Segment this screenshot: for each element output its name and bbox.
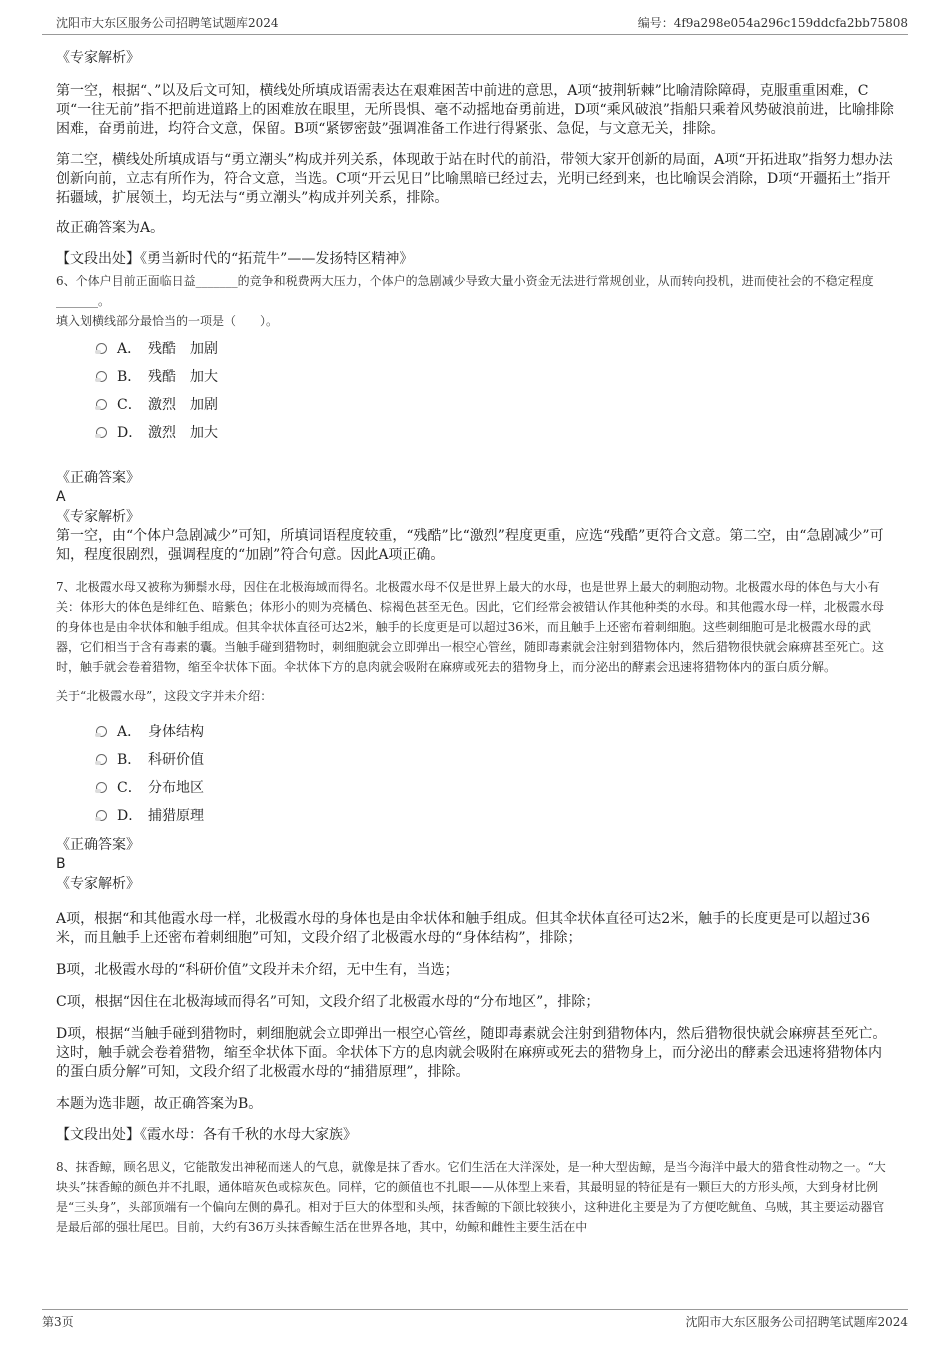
radio-icon[interactable] bbox=[96, 427, 107, 438]
option-letter: C． bbox=[117, 780, 142, 796]
q7-option-b[interactable] bbox=[96, 746, 894, 774]
option-text: 身体结构 bbox=[148, 724, 204, 740]
q8-stem: 8、抹香鲸，顾名思义，它能散发出神秘而迷人的气息，就像是抹了香水。它们生活在大洋深处，是一种大型齿鲸，是当今海洋中最大的猎食性动物之一。“大块头”抹香鲸的颜色并不扎眼，通体暗灰色或棕灰色。同样，它的颜值也不扎眼——从体型上来看，其最明显的特征是有一颗巨大的方形头颅，大到身材比例是“三头身”，头部顶端有一个偏向左侧的鼻孔。相对于巨大的体型和头颅，抹香鲸的下颌比较狭小，这种进化主要是为了方便吃鱿鱼、乌贼，其主要运动器官是最后部的强壮尾巴。目前，大约有36万头抹香鲸生活在世界各地，其中，幼鲸和雌性主要生活在中 bbox=[56, 1160, 886, 1234]
option-letter: B． bbox=[117, 369, 142, 385]
q7-analysis-a: A项，根据“和其他霞水母一样，北极霞水母的身体也是由伞状体和触手组成。但其伞状体直径可达2米，触手的长度更是可以超过36米，而且触手上还密布着刺细胞”可知，文段介绍了北极霞水母的“身体结构”，排除； bbox=[56, 911, 870, 946]
option-letter: A． bbox=[117, 724, 142, 740]
option-text: 分布地区 bbox=[148, 780, 204, 796]
q7-answer-label: 《正确答案》 bbox=[56, 837, 140, 853]
radio-icon[interactable] bbox=[96, 810, 107, 821]
q5-conclusion: 故正确答案为A。 bbox=[56, 220, 165, 236]
q6-analysis: 第一空，由“个体户急剧减少”可知，所填词语程度较重，“残酷”比“激烈”程度更重，应选“残酷”更符合文意。第二空，由“急剧减少”可知，程度很剧烈，强调程度的“加剧”符合句意。因此A项正确。 bbox=[56, 528, 884, 563]
q6-option-d[interactable] bbox=[96, 419, 894, 447]
q6-options bbox=[56, 335, 894, 447]
option-text: 激烈 加大 bbox=[148, 425, 218, 441]
q7-option-c[interactable] bbox=[96, 774, 894, 802]
q7-conclusion: 本题为选非题，故正确答案为B。 bbox=[56, 1096, 263, 1112]
header-serial: 编号：4f9a298e054a296c159ddcfa2bb75808 bbox=[637, 16, 908, 30]
option-letter: B． bbox=[117, 752, 142, 768]
footer-title: 沈阳市大东区服务公司招聘笔试题库2024 bbox=[685, 1315, 908, 1329]
page-number: 第3页 bbox=[42, 1315, 74, 1329]
option-text: 残酷 加大 bbox=[148, 369, 218, 385]
header-divider bbox=[42, 34, 908, 35]
q5-analysis-p1: 第一空，根据“、”以及后文可知，横线处所填成语需表达在艰难困苦中前进的意思，A项“披荆斩棘”比喻清除障碍，克服重重困难，C项“一往无前”指不把前进道路上的困难放在眼里，无所畏惧、毫不动摇地奋勇前进，D项“乘风破浪”指船只乘着风势破浪前进，比喻排除困难，奋勇前进，均符合文意，保留。B项“紧锣密鼓”强调准备工作进行得紧张、急促，与文意无关，排除。 bbox=[56, 83, 894, 137]
q7-analysis-b: B项，北极霞水母的“科研价值”文段并未介绍，无中生有，当选； bbox=[56, 962, 459, 978]
q7-options bbox=[56, 718, 894, 830]
radio-icon[interactable] bbox=[96, 399, 107, 410]
header-title: 沈阳市大东区服务公司招聘笔试题库2024 bbox=[56, 16, 279, 30]
option-text: 捕猎原理 bbox=[148, 808, 204, 824]
radio-icon[interactable] bbox=[96, 754, 107, 765]
option-text: 科研价值 bbox=[148, 752, 204, 768]
q6-answer-label: 《正确答案》 bbox=[56, 470, 140, 486]
q7-expert-label: 《专家解析》 bbox=[56, 876, 140, 892]
q6-expert-label: 《专家解析》 bbox=[56, 509, 140, 525]
q7-prompt: 关于“北极霞水母”，这段文字并未介绍： bbox=[56, 689, 273, 703]
q6-prompt: 填入划横线部分最恰当的一项是（ ）。 bbox=[56, 314, 279, 328]
option-text: 激烈 加剧 bbox=[148, 397, 218, 413]
option-letter: D． bbox=[117, 425, 143, 441]
q7-stem: 7、北极霞水母又被称为狮鬃水母，因住在北极海域而得名。北极霞水母不仅是世界上最大的水母，也是世界上最大的刺胞动物。北极霞水母的体色与大小有关：体形大的体色是绯红色、暗紫色；体形小的则为亮橘色、棕褐色甚至无色。因此，它们经常会被错认作其他种类的水母。和其他霞水母一样，北极霞水母的身体也是由伞状体和触手组成。但其伞状体直径可达2米，触手的长度更是可以超过36米，而且触手上还密布着刺细胞。这些刺细胞可是北极霞水母的武器，它们相当于含有毒素的囊。当触手碰到猎物时，刺细胞就会立即弹出一根空心管丝，随即毒素就会注射到猎物体内，然后猎物很快就会麻痹甚至死亡。这时，触手就会卷着猎物，缩至伞状体下面。伞状体下方的息肉就会吸附在麻痹或死去的猎物身上，而分泌出的酵素会迅速将猎物体内的蛋白质分解。 bbox=[56, 580, 885, 674]
option-text: 残酷 加剧 bbox=[148, 341, 218, 357]
footer-divider bbox=[42, 1309, 908, 1310]
radio-icon[interactable] bbox=[96, 726, 107, 737]
q6-stem: 6、个体户目前正面临日益_______的竞争和税费两大压力，个体户的急剧减少导致大量小资金无法进行常规创业，从而转向投机，进而使社会的不稳定程度_______。 bbox=[56, 274, 874, 308]
radio-icon[interactable] bbox=[96, 782, 107, 793]
q7-option-d[interactable] bbox=[96, 802, 894, 830]
q5-source: 【文段出处】《勇当新时代的“拓荒牛”——发扬特区精神》 bbox=[56, 251, 414, 267]
q5-analysis-p2: 第二空，横线处所填成语与“勇立潮头”构成并列关系，体现敢于站在时代的前沿，带领大家开创新的局面，A项“开拓进取”指努力想办法创新向前，立志有所作为，符合文意，当选。C项“开云见日”比喻黑暗已经过去，光明已经到来，也比喻误会消除，D项“开疆拓土”指开拓疆域，扩展领土，均无法与“勇立潮头”构成并列关系，排除。 bbox=[56, 152, 893, 206]
option-letter: A． bbox=[117, 341, 142, 357]
q7-answer: B bbox=[56, 856, 66, 872]
option-letter: C． bbox=[117, 397, 142, 413]
q6-option-a[interactable] bbox=[96, 335, 894, 363]
q7-analysis-d: D项，根据“当触手碰到猎物时，刺细胞就会立即弹出一根空心管丝，随即毒素就会注射到猎物体内，然后猎物很快就会麻痹甚至死亡。这时，触手就会卷着猎物，缩至伞状体下面。伞状体下方的息肉就会吸附在麻痹或死去的猎物身上，而分泌出的酵素会迅速将猎物体内的蛋白质分解”可知，文段介绍了北极霞水母的“捕猎原理”，排除。 bbox=[56, 1026, 887, 1080]
radio-icon[interactable] bbox=[96, 371, 107, 382]
q6-answer: A bbox=[56, 489, 66, 505]
q7-source: 【文段出处】《霞水母：各有千秋的水母大家族》 bbox=[56, 1127, 357, 1143]
radio-icon[interactable] bbox=[96, 343, 107, 354]
q6-option-c[interactable] bbox=[96, 391, 894, 419]
page-content bbox=[56, 40, 894, 1237]
page-header bbox=[56, 14, 908, 34]
option-letter: D． bbox=[117, 808, 143, 824]
q7-analysis-c: C项，根据“因住在北极海域而得名”可知，文段介绍了北极霞水母的“分布地区”，排除； bbox=[56, 994, 600, 1010]
q6-option-b[interactable] bbox=[96, 363, 894, 391]
q5-expert-label: 《专家解析》 bbox=[56, 50, 140, 66]
q7-option-a[interactable] bbox=[96, 718, 894, 746]
